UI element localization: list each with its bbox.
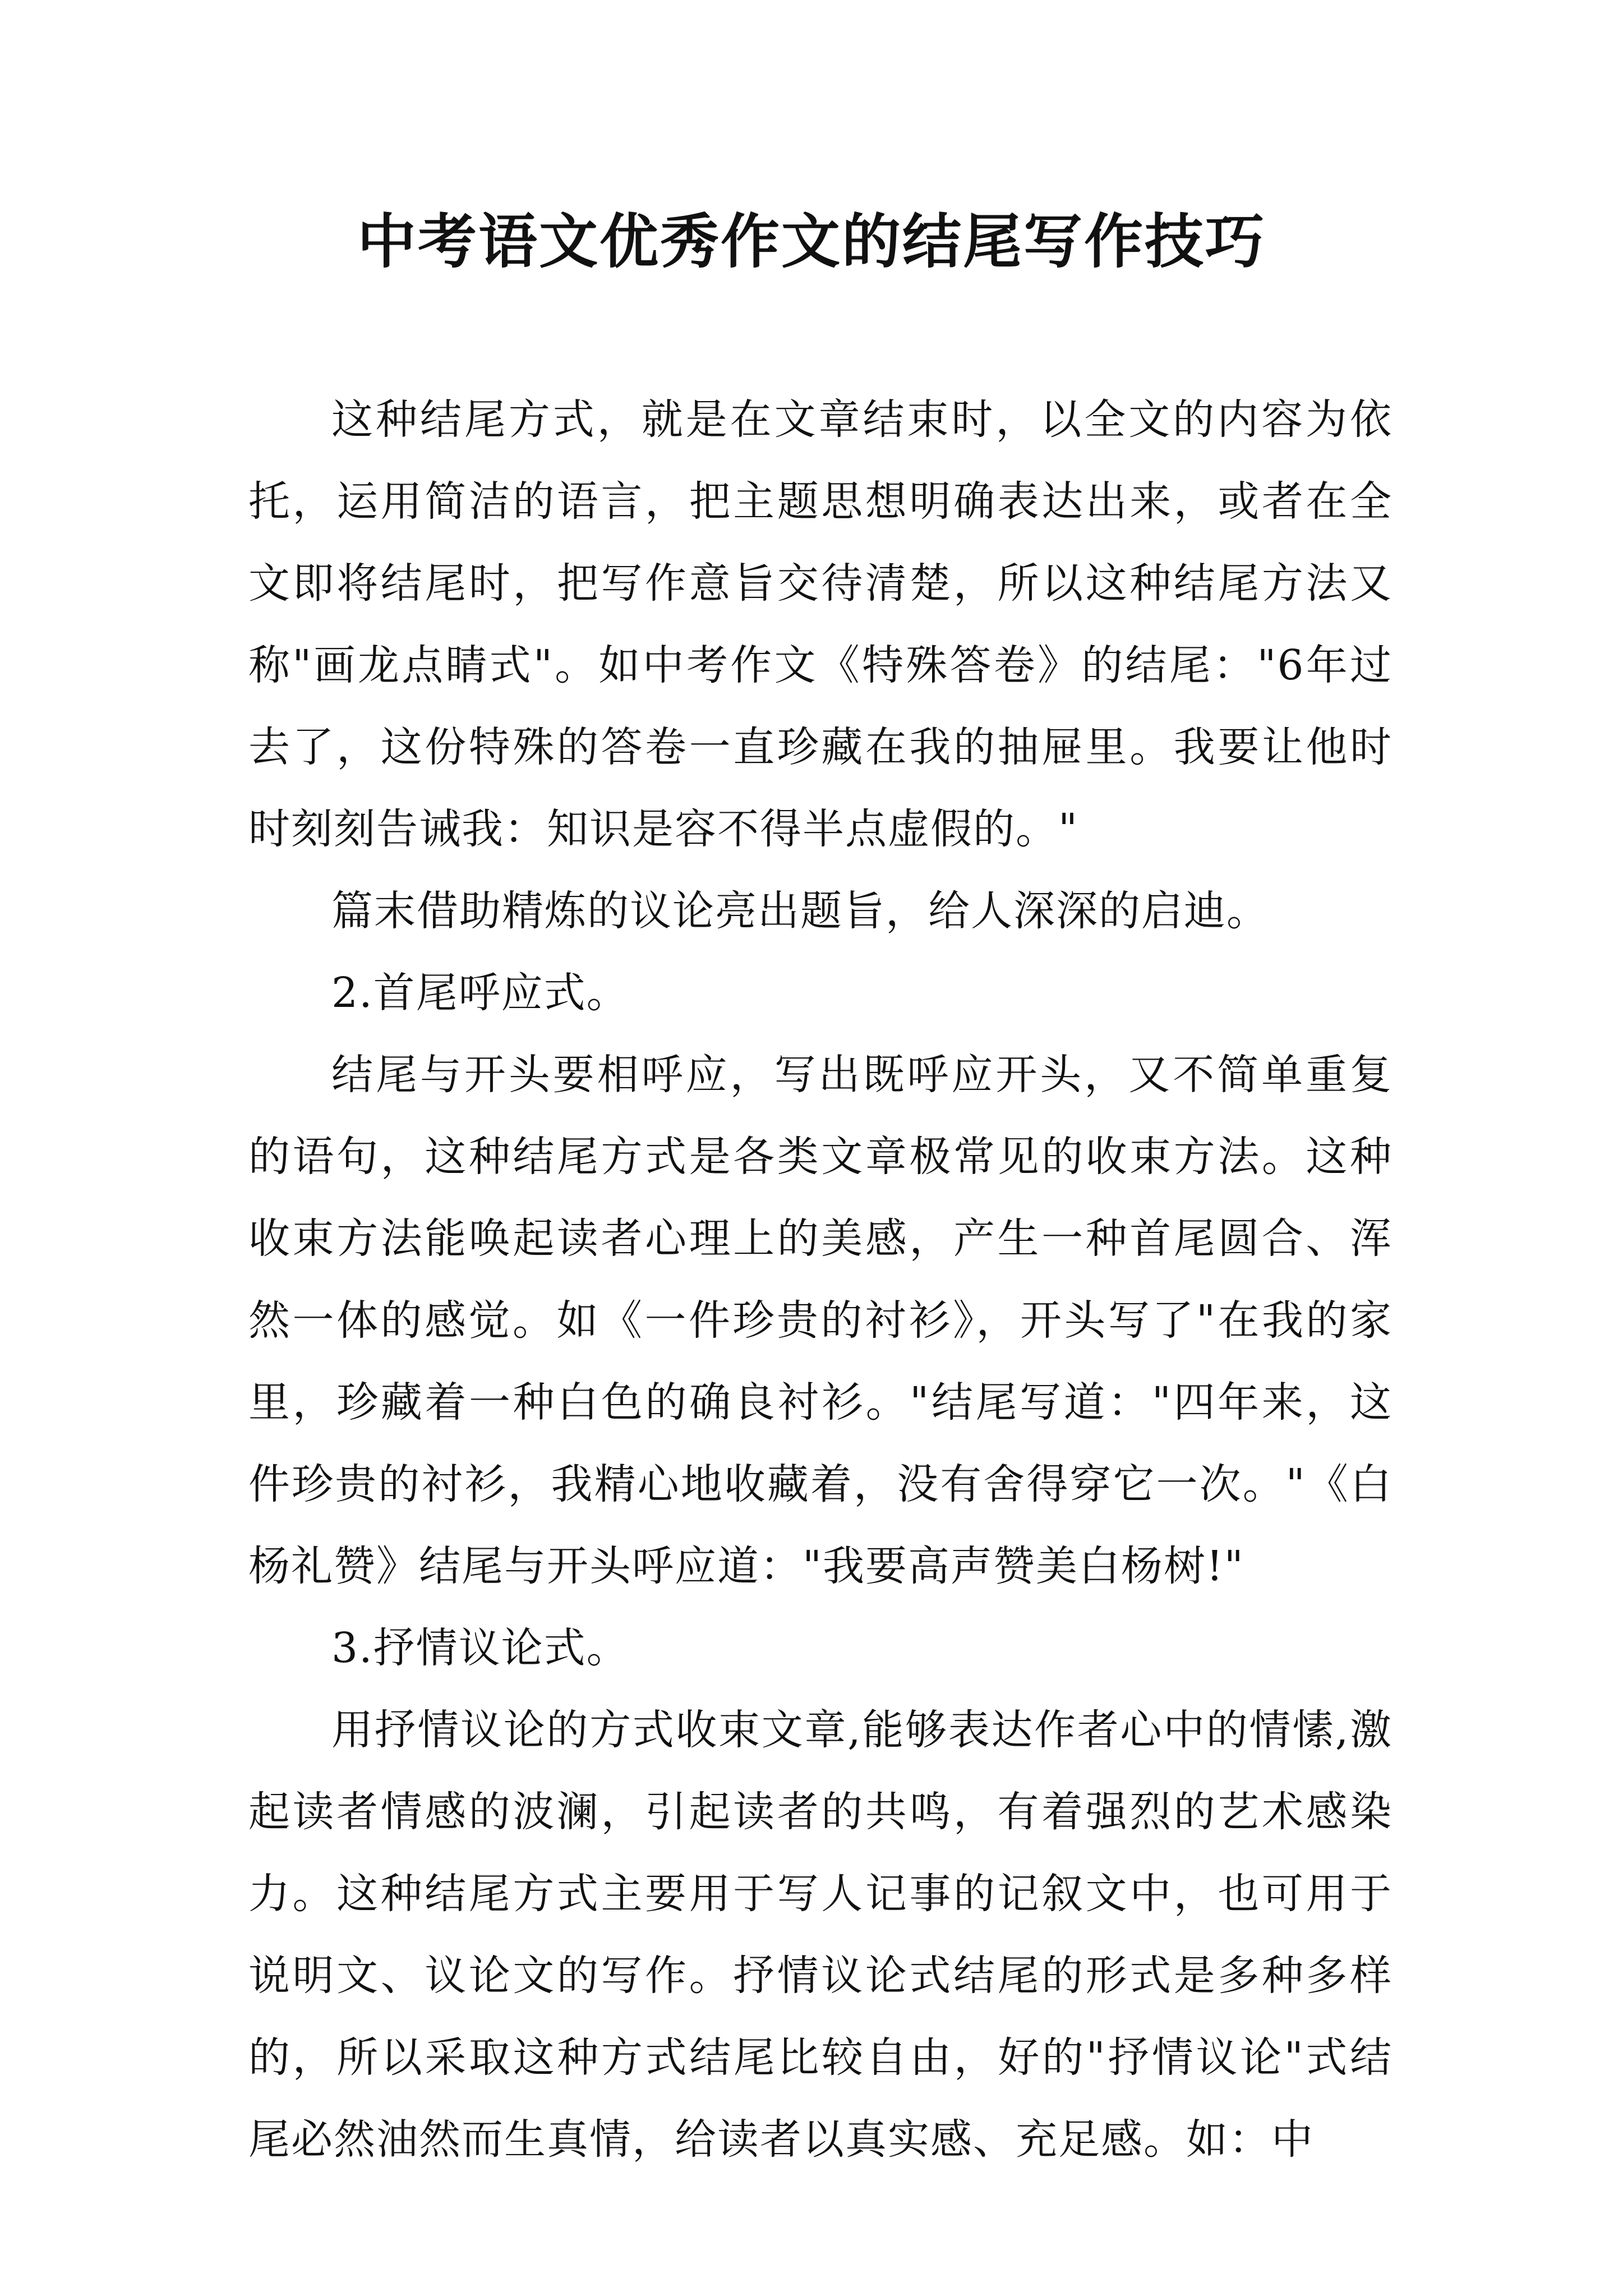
paragraph-echo-ending: 结尾与开头要相呼应，写出既呼应开头，又不简单重复的语句，这种结尾方式是各类文章极常见的收束方法。这种收束方法能唤起读者心理上的美感，产生一种首尾圆合、浑然一体的感觉。如《一件珍贵的衬衫》，开头写了"在我的家里，珍藏着一种白色的确良衬衫。"结尾写道："四年来，这件珍贵的衬衫，我精心地收藏着，没有舍得穿它一次。"《白杨礼赞》结尾与开头呼应道："我要高声赞美白杨树!" [248, 1051, 1393, 1590]
paragraph-summary-ending: 这种结尾方式，就是在文章结束时，以全文的内容为依托，运用简洁的语言，把主题思想明确表达出来，或者在全文即将结尾时，把写作意旨交待清楚，所以这种结尾方法又称"画龙点睛式"。如中考作文《特殊答卷》的结尾："6年过去了，这份特殊的答卷一直珍藏在我的抽屉里。我要让他时时刻刻告诫我：知识是容不得半点虚假的。" [248, 395, 1393, 853]
paragraph-lyrical-ending: 用抒情议论的方式收束文章,能够表达作者心中的情愫,激起读者情感的波澜，引起读者的共鸣，有着强烈的艺术感染力。这种结尾方式主要用于写人记事的记叙文中，也可用于说明文、议论文的写作。抒情议论式结尾的形式是多种多样的，所以采取这种方式结尾比较自由，好的"抒情议论"式结尾必然油然而生真情，给读者以真实感、充足感。如：中 [248, 1706, 1393, 2164]
heading-echo-ending: 2.首尾呼应式。 [331, 969, 629, 1017]
heading-lyrical-ending: 3.抒情议论式。 [331, 1624, 629, 1672]
document-body [248, 379, 1393, 2180]
paragraph-summary-note: 篇末借助精炼的议论亮出题旨，给人深深的启迪。 [331, 887, 1269, 935]
document-title: 中考语文优秀作文的结尾写作技巧 [357, 206, 1266, 276]
